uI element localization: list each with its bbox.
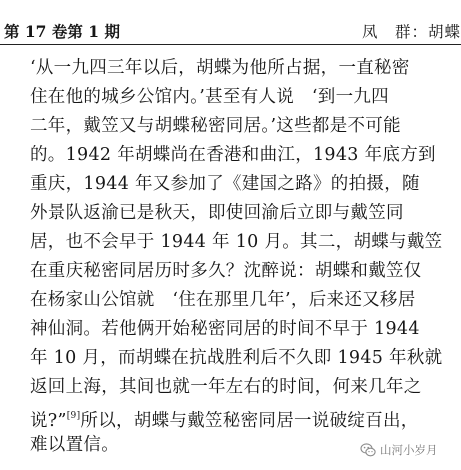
journal-volume-issue: 第 17 卷第 1 期: [4, 22, 120, 41]
text-line-12: 返回上海，其间也就一年左右的时间，何来几年之: [30, 377, 422, 397]
wechat-icon: [360, 442, 376, 458]
text-line-9: 在杨家山公馆就 ‘住在那里几年’，后来还又移居: [30, 290, 416, 310]
text-line-6: 外景队返渝已是秋天，即使回渝后立即与戴笠同: [30, 203, 404, 223]
text-line-7: 居，也不会早于 1944 年 10 月。其二，胡蝶与戴笠: [30, 232, 443, 252]
watermark-text: 山河小岁月: [380, 443, 438, 457]
page-header: [0, 0, 461, 46]
header-rule: [0, 44, 461, 45]
text-line-2: 住在他的城乡公馆内。’甚至有人说 ‘到一九四: [30, 87, 389, 107]
text-line-3: 二年，戴笠又与胡蝶秘密同居。’这些都是不可能: [30, 116, 401, 136]
text-line-11: 年 10 月，而胡蝶在抗战胜利后不久即 1945 年秋就: [30, 348, 443, 368]
text-line-13-start: 说?”: [30, 411, 67, 431]
text-line-4: 的。1942 年胡蝶尚在香港和曲江，1943 年底方到: [30, 145, 436, 165]
text-line-13-end: 所以，胡蝶与戴笠秘密同居一说破绽百出，: [80, 411, 419, 431]
text-line-10: 神仙洞。若他俩开始秘密同居的时间不早于 1944: [30, 319, 420, 339]
text-line-14: 难以置信。: [30, 435, 119, 455]
citation-ref[interactable]: [9]: [66, 411, 81, 421]
watermark: [360, 440, 438, 460]
text-line-8: 在重庆秘密同居历时多久？沈醉说：胡蝶和戴笠仅: [30, 261, 422, 281]
running-head-author-title: 凤 群：胡蝶: [362, 23, 461, 41]
text-line-13: [30, 404, 450, 433]
text-line-5: 重庆，1944 年又参加了《建国之路》的拍摄，随: [30, 174, 420, 194]
text-line-1: ‘从一九四三年以后，胡蝶为他所占据，一直秘密: [30, 58, 410, 78]
